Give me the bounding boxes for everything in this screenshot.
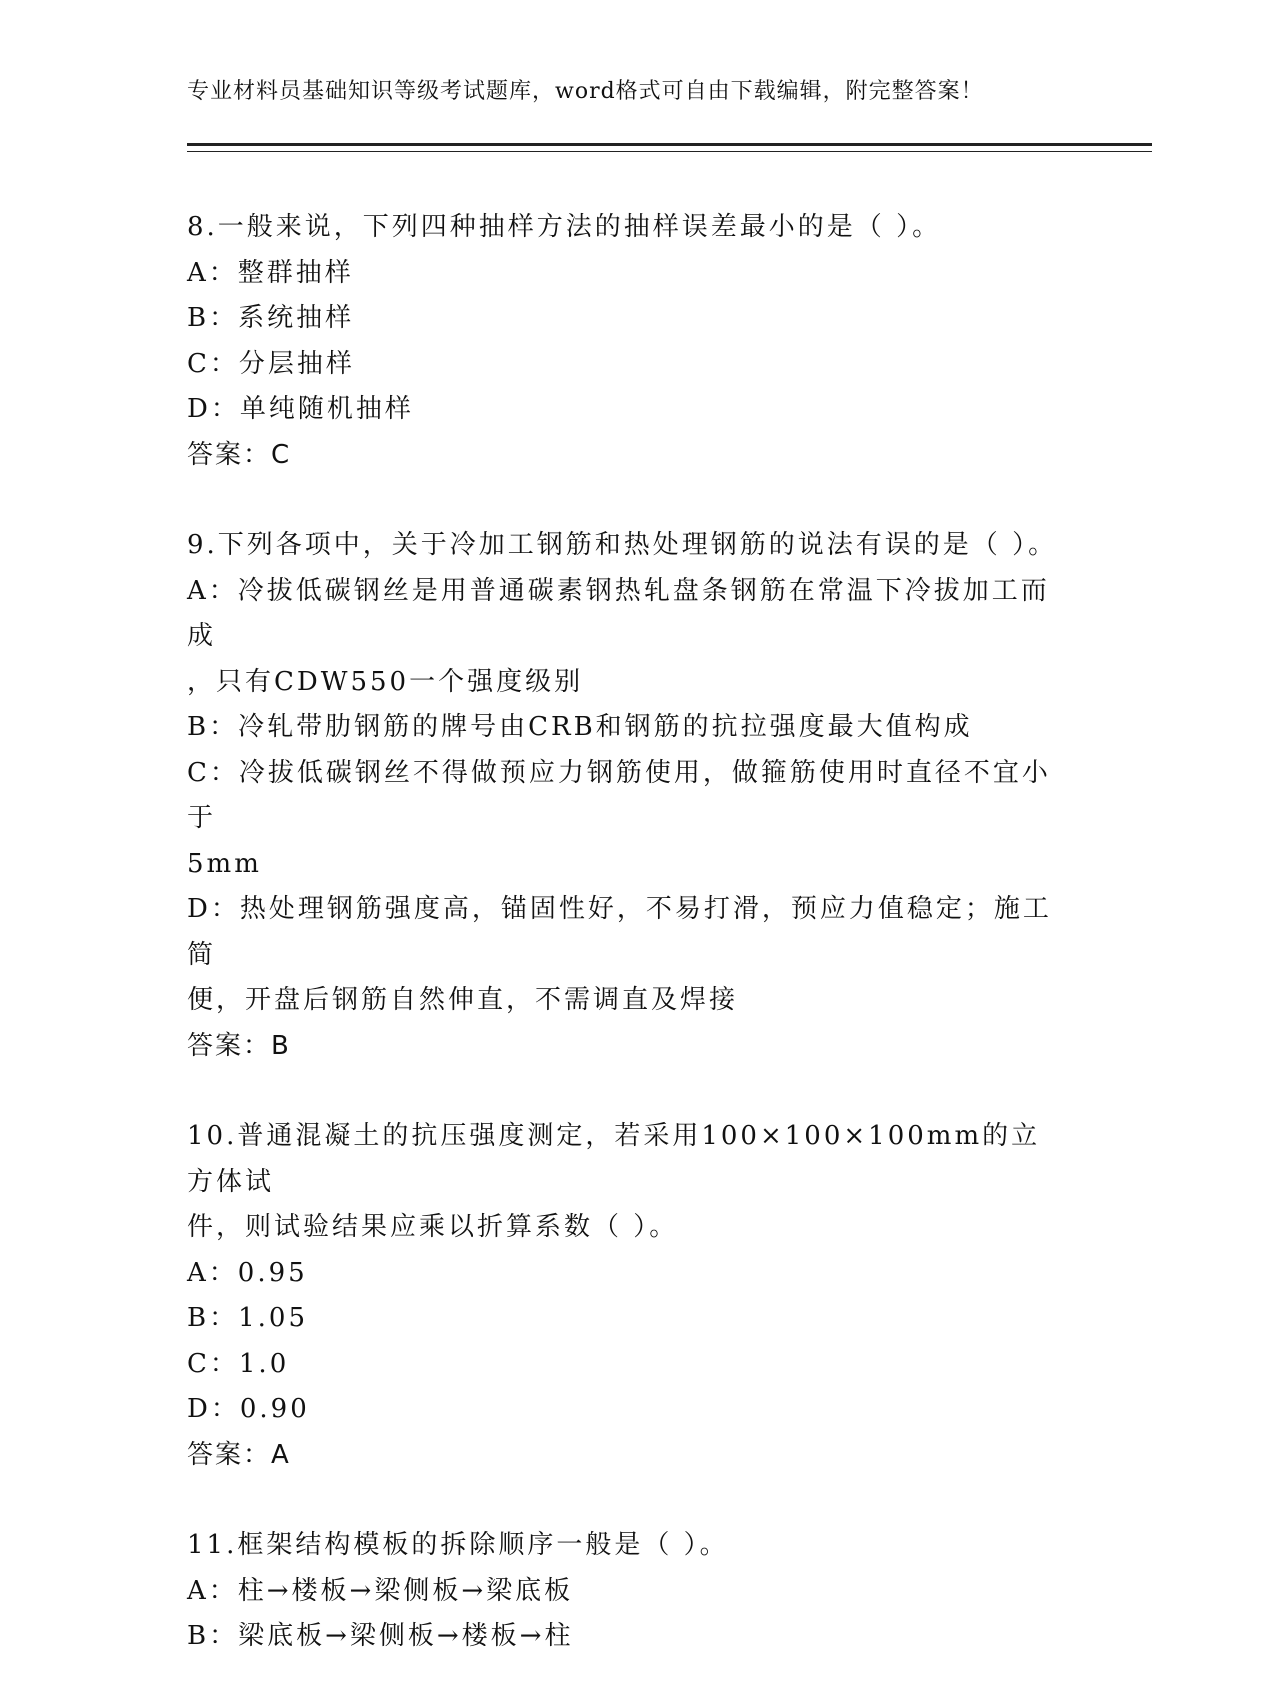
question-stem-continued: 件，则试验结果应乘以折算系数（ ）。 xyxy=(187,1212,679,1242)
question-stem: 9.下列各项中，关于冷加工钢筋和热处理钢筋的说法有误的是（ ）。 xyxy=(187,530,1058,560)
option-c: C：1.0 xyxy=(187,1348,290,1379)
option-c-continued: 5mm xyxy=(187,848,262,879)
option-a: A：柱→楼板→梁侧板→梁底板 xyxy=(187,1575,574,1606)
question-stem: 11.框架结构模板的拆除顺序一般是（ ）。 xyxy=(187,1530,729,1560)
option-d: D：0.90 xyxy=(187,1394,310,1424)
option-a: A：冷拔低碳钢丝是用普通碳素钢热轧盘条钢筋在常温下冷拔加工而成 xyxy=(187,575,1050,651)
option-c: C：冷拔低碳钢丝不得做预应力钢筋使用，做箍筋使用时直径不宜小于 xyxy=(187,757,1051,833)
page-header: 专业材料员基础知识等级考试题库，word格式可自由下载编辑，附完整答案！ xyxy=(187,79,984,104)
question-stem: 8.一般来说，下列四种抽样方法的抽样误差最小的是（ ）。 xyxy=(187,212,942,242)
answer-line: 答案：A xyxy=(187,1439,291,1470)
answer-line: 答案：B xyxy=(187,1030,291,1061)
question-item xyxy=(187,205,1067,478)
question-item xyxy=(187,1114,1067,1478)
option-c: C：分层抽样 xyxy=(187,348,355,379)
option-d-continued: 便，开盘后钢筋自然伸直，不需调直及焊接 xyxy=(187,985,739,1015)
option-d: D：单纯随机抽样 xyxy=(187,394,414,424)
question-item xyxy=(187,1523,1067,1660)
question-list xyxy=(187,205,1067,1705)
option-b: B：系统抽样 xyxy=(187,303,355,333)
question-item xyxy=(187,523,1067,1069)
option-a: A：整群抽样 xyxy=(187,257,354,288)
option-b: B：梁底板→梁侧板→楼板→柱 xyxy=(187,1621,574,1651)
answer-line: 答案：C xyxy=(187,439,292,470)
option-a: A：0.95 xyxy=(187,1257,308,1288)
option-b: B：1.05 xyxy=(187,1303,308,1333)
option-a-continued: ，只有CDW550一个强度级别 xyxy=(187,666,584,697)
question-stem: 10.普通混凝土的抗压强度测定，若采用100×100×100mm的立方体试 xyxy=(187,1121,1041,1197)
option-b: B：冷轧带肋钢筋的牌号由CRB和钢筋的抗拉强度最大值构成 xyxy=(187,712,973,742)
option-d: D：热处理钢筋强度高，锚固性好，不易打滑，预应力值稳定；施工简 xyxy=(187,894,1052,970)
header-rule xyxy=(187,143,1152,152)
